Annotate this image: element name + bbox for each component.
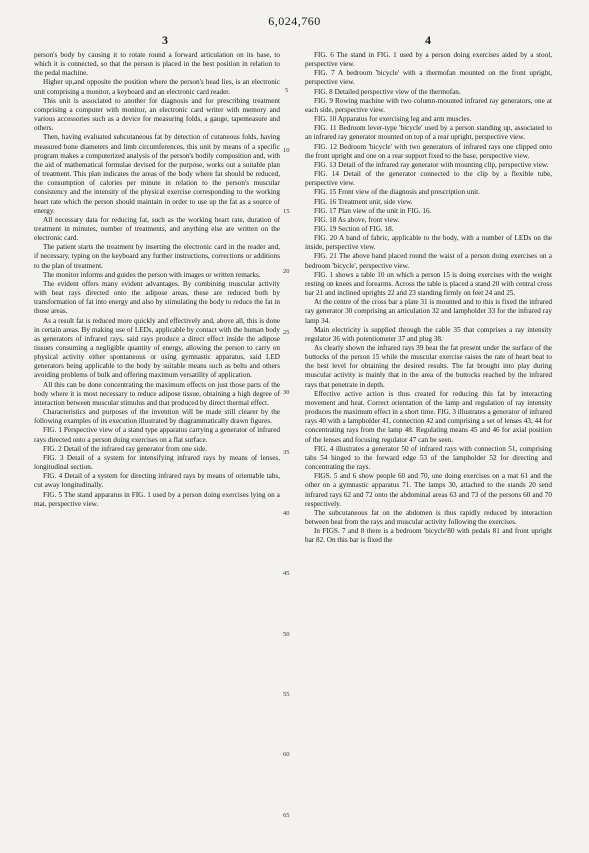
paragraph: At the centre of the cross bar a plate 31 is mounted and to this is fixed the infrared ray generator 30 comprising an articulation 32 and lampholder 33 for the infrared ray lamp 34. [305, 298, 552, 325]
paragraph: FIG. 4 illustrates a generator 50 of infrared rays with connection 51, comprising tabs 54 hinged to the forward edge 53 of the lampholder 52 for directing and concentrating the rays. [305, 444, 552, 472]
paragraph: All necessary data for reducing fat, such as the working heart rate, duration of treatment in minutes, number of treatments, and anything else are written on the electronic card. [34, 215, 280, 243]
right-column-text [305, 51, 552, 545]
paragraph: FIG. 11 Bedroom lever-type 'bicycle' used by a person standing up, associated to an infrared ray generator mounted on top of a rear upright, perspective view. [305, 124, 552, 142]
paragraph: Effective active action is thus created for reducing this fat by interacting movement and heat. Correct orientation of the lamp and regulation of ray intensity produces the maximum effect in a short time. FIG. 3 illustrates a generator of infrared rays 40 with a lampholder 41, connection 42 and comprising a set of lenses 43, 44 for concentrating rays from the lamp 48. Regulating means 45 and 46 for axial position of the lenses and focusing regulator 47 can be seen. [305, 389, 552, 444]
line-number: 50 [283, 630, 290, 638]
paragraph: FIG. 15 Front view of the diagnosis and prescription unit. [314, 188, 480, 197]
line-number: 40 [283, 509, 290, 517]
paragraph: Higher up,and opposite the position where the person's head lies, is an electronic unit comprising a monitor, a keyboard and an electronic card reader. [34, 78, 280, 96]
line-number: 15 [283, 207, 290, 215]
paragraph: FIG. 17 Plan view of the unit in FIG. 16. [314, 206, 432, 215]
paragraph: FIG. 8 Detailed perspective view of the thermofan. [314, 87, 461, 96]
paragraph: Characteristics and purposes of the invention will be made still clearer by the following examples of its execution illustrated by diagrammatically drawn figures. [34, 408, 280, 426]
paragraph: person's body by causing it to rotate round a forward articulation on its base, to which it is connected, so that the person is placed in the best position in relation to the pedal machine. [34, 51, 280, 78]
left-column-number: 3 [162, 33, 168, 47]
paragraph: Then, having evaluated subcutaneous fat by detection of cutaneous folds, having measured bone diameters and limb circumferences, this unit by means of a specific program makes a computerized analysis of the person's bodily composition and, with the aid of mathematical formulae devised for the purpose, works out a suitable plan of treatment. This plan indicates the areas of the body where fat should be reduced, the consumption of calories per minute in relation to the person's muscular consistency and the intensity of the physical exercise corresponding to the working heart rate which the person should maintain in order to use up the fat as a source of energy. [34, 133, 280, 215]
paragraph: This unit is associated to another for diagnosis and for prescribing treatment comprising a computer with monitor, an electronic card writer with memory and various accessories such as a device for measuring folds, a gauge, tapemeasure and others. [34, 96, 280, 133]
paragraph: The patient starts the treatment by inserting the electronic card in the reader and, if necessary, typing on the keyboard any further instructions, corrections or additions to the plan of treatment. [34, 243, 280, 270]
right-column-number: 4 [425, 33, 431, 47]
paragraph: FIG. 20 A band of fabric, applicable to the body, with a number of LEDs on the inside, perspective view. [305, 234, 552, 252]
left-column-text [34, 51, 280, 509]
paragraph: FIGS. 5 and 6 show people 60 and 70, one doing exercises on a mat 61 and the other on a gymnastic apparatus 71. The lamps 30, attached to the stands 20 send infrared rays 62 and 72 onto the abdominal areas 63 and 73 of the persons 60 and 70 respectively. [305, 472, 552, 508]
line-number: 45 [283, 570, 290, 578]
paragraph: As a result fat is reduced more quickly and effectively and, above all, this is done in certain areas. By making use of LEDs, applicable by contact with the human body as generators of infrared rays, said rays produce a direct effect inside the adipose tissues consuming a negligible quantity of energy, allowing the person to carry on physical activity either spontaneous or using gymnastic apparatus, said LED generators being applicable to the body by suitable means such as belts and others avoiding problems of bulk and offering maximum versatility of application. [34, 316, 280, 380]
paragraph: The subcutaneous fat on the abdomen is thus rapidly reduced by interaction between heat from the rays and muscular activity following the exercises. [305, 508, 552, 526]
patent-number: 6,024,760 [268, 14, 321, 28]
paragraph: FIG. 6 The stand in FIG. 1 used by a person doing exercises aided by a stool, perspective view. [305, 51, 552, 69]
line-number: 60 [283, 751, 290, 759]
line-number: 35 [283, 449, 290, 457]
paragraph: FIG. 5 The stand apparatus in FIG. 1 used by a person doing exercises lying on a mat, perspective view. [34, 490, 280, 508]
paragraph: FIG. 2 Detail of the infrared ray generator from one side. [43, 444, 208, 453]
line-number: 5 [285, 87, 289, 94]
paragraph: FIG. 18 As above, front view. [314, 215, 400, 224]
line-number: 10 [283, 147, 290, 155]
line-number: 55 [283, 691, 290, 698]
line-number: 20 [283, 268, 290, 276]
paragraph: FIG. 13 Detail of the infrared ray generator with mounting clip, perspective view. [314, 160, 549, 169]
paragraph: The evident offers many evident advantages. By combining muscular activity with heat rays directed onto the adipose areas, these are reduced both by transformation of fat into energy and also by stimulating the body to reduce the fat in those areas. [34, 279, 280, 316]
paragraph: FIG. 19 Section of FIG. 18. [314, 224, 394, 233]
line-number: 25 [283, 328, 290, 336]
paragraph: FIG. 21 The above band placed round the waist of a person doing exercises on a bedroom 'bicycle', perspective view. [305, 252, 552, 270]
paragraph: FIG. 1 shows a table 10 on which a person 15 is doing exercises with the weight resting on knees and forearms. Across the table is placed a stand 20 with central cross bar 21 and inclined uprights 22 and 23 standing firmly on feet 24 and 25. [305, 270, 552, 298]
paragraph: FIG. 4 Detail of a system for directing infrared rays by means of orientable tabs, cut away longitudinally. [34, 472, 280, 490]
line-number: 30 [283, 389, 290, 396]
paragraph: FIG. 7 A bedroom 'bicycle' with a thermofan mounted on the front upright, perspective view. [305, 69, 552, 87]
paragraph: FIG. 12 Bedroom 'bicycle' with two generators of infrared rays one clipped onto the front upright and one on a rear support fixed to the base, perspective view. [305, 142, 552, 160]
paragraph: All this can be done concentrating the maximum effects on just those parts of the body where it is most necessary to reduce adipose tissue, obtaining a high degree of interaction between muscular stimulus and that produced by direct thermal effect. [34, 380, 280, 407]
paragraph: As clearly shown the infrared rays 39 heat the fat present under the surface of the buttocks of the person 15 while the muscular exercise raises the rate of heart beat to the best level for obtaining the desired results. The fat brought into play during muscular activity is mainly that in the area of the buttocks reached by the infrared rays that penetrate in depth. [305, 344, 552, 389]
paragraph: The monitor informs and guides the person with images or written remarks. [43, 270, 261, 279]
paragraph: FIG. 9 Rowing machine with two column-mounted infrared ray generators, one at each side, perspective view. [305, 96, 552, 114]
paragraph: FIG. 1 Perspective view of a stand type apparatus carrying a generator of infrared rays directed onto a person doing exercises on a flat surface. [34, 426, 280, 444]
paragraph: FIG. 10 Apparatus for exercising leg and arm muscles. [314, 115, 472, 124]
paragraph: In FIGS. 7 and 8 there is a bedroom 'bicycle'80 with pedals 81 and front upright bar 82. On this bar is fixed the [305, 527, 552, 545]
paragraph: FIG. 16 Treatment unit, side view. [314, 197, 413, 206]
line-number: 65 [283, 811, 290, 819]
paragraph: FIG. 3 Detail of a system for intensifying infrared rays by means of lenses, longitudinal section. [34, 453, 280, 472]
paragraph: Main electricity is supplied through the cable 35 that comprises a ray intensity regulator 36 with potentiometer 37 and plug 38. [305, 325, 552, 343]
paragraph: FIG. 14 Detail of the generator connected to the clip by a flexible tube, perspective view. [305, 170, 552, 188]
